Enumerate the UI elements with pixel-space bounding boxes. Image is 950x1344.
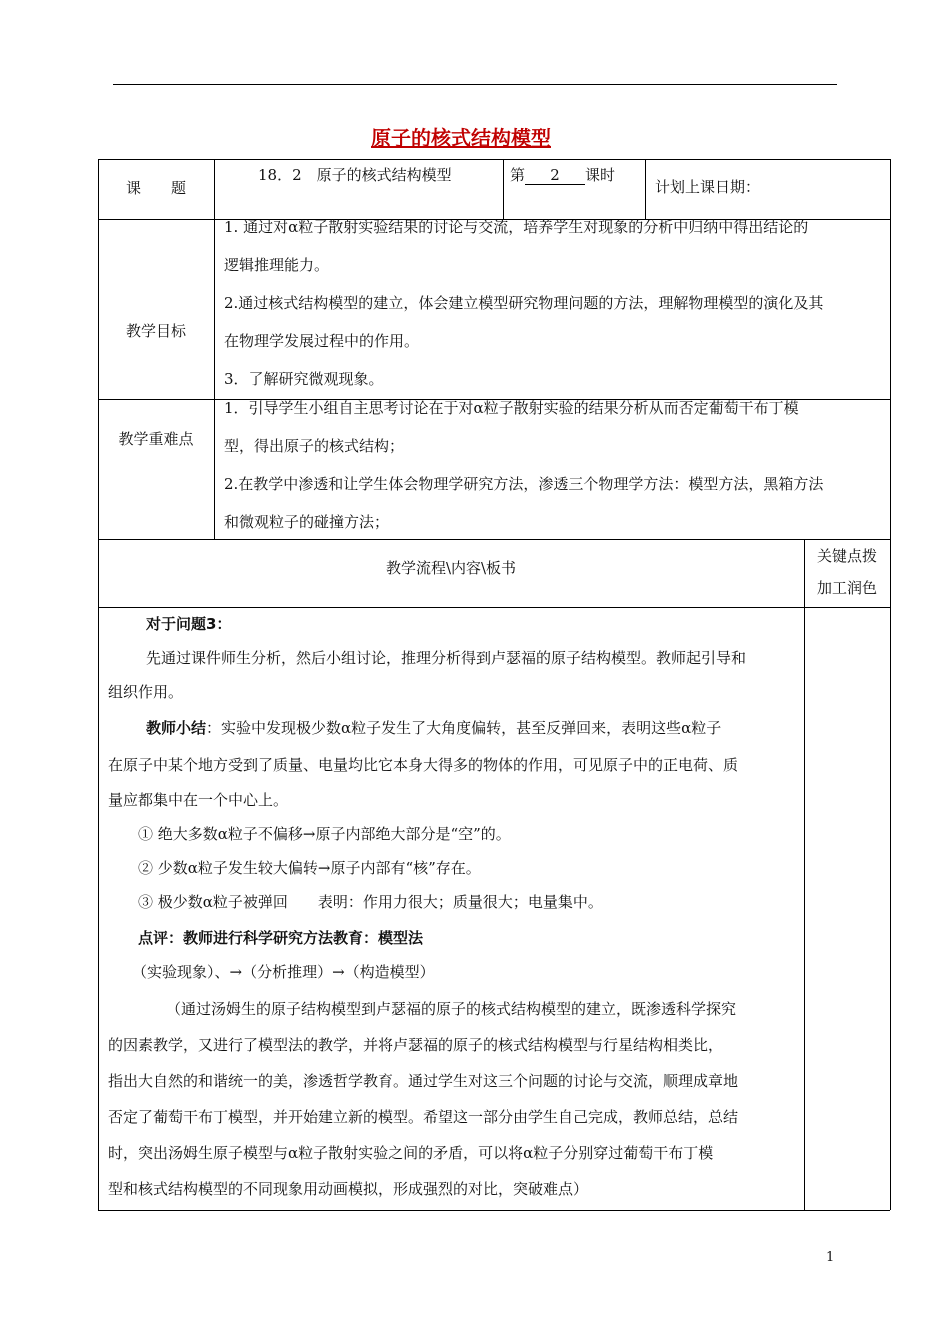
difficulty-line: 和微观粒子的碰撞方法； [224,513,390,531]
side-header-line2: 加工润色 [816,579,877,597]
objective-line: 在物理学发展过程中的作用。 [224,332,420,350]
paragraph-line: （通过汤姆生的原子结构模型到卢瑟福的原子的核式结构模型的建立，既渗透科学探究 [166,1000,737,1018]
paragraph-line: 先通过课件师生分析，然后小组讨论，推理分析得到卢瑟福的原子结构模型。教师起引导和 [146,649,747,667]
paragraph-line: 在原子中某个地方受到了质量、电量均比它本身大得多的物体的作用，可见原子中的正电荷、质 [108,756,739,774]
page-number: 1 [826,1250,835,1265]
document-title: 原子的核式结构模型 [371,126,551,150]
side-header-line1: 关键点拨 [816,547,877,565]
difficulty-line: 型，得出原子的核式结构； [224,437,405,455]
comment-heading: 点评：教师进行科学研究方法教育：模型法 [138,929,424,947]
paragraph-line: 的因素教学，又进行了模型法的教学，并将卢瑟福的原子的核式结构模型与行星结构相类比， [108,1036,724,1054]
paragraph-line: 否定了葡萄干布丁模型，并开始建立新的模型。希望这一部分由学生自己完成，教师总结，总结 [108,1108,739,1126]
date-label: 计划上课日期： [655,178,761,196]
objective-line: 1. 通过对α粒子散射实验结果的讨论与交流，培养学生对现象的分析中归纳中得出结论的 [224,218,809,236]
flow-chain: （实验现象）、→（分析推理）→（构造模型） [132,963,435,981]
paragraph-line: 指出大自然的和谐统一的美，渗透哲学教育。通过学生对这三个问题的讨论与交流，顺理成章地 [108,1072,739,1090]
topic-label: 课 题 [125,179,186,197]
difficulty-line: 2.在教学中渗透和让学生体会物理学研究方法，渗透三个物理学方法：模型方法，黑箱方法 [224,475,824,493]
flow-content [108,613,796,1207]
summary-label: 教师小结 [146,719,207,737]
objective-line: 2.通过核式结构模型的建立，体会建立模型研究物理问题的方法，理解物理模型的演化及其 [224,294,824,312]
objective-line: 3．了解研究微观现象。 [224,370,384,388]
difficulty-line: 1．引导学生小组自主思考讨论在于对α粒子散射实验的结果分析从而否定葡萄干布丁模 [224,399,799,417]
objective-line: 逻辑推理能力。 [224,256,330,274]
objectives-label: 教学目标 [125,322,186,340]
difficulties-label: 教学重难点 [118,430,194,448]
period-value: 2 [525,166,585,185]
topic-value: 18．2 原子的核式结构模型 [258,166,452,184]
list-item: ① 绝大多数α粒子不偏移→原子内部绝大部分是“空”的。 [138,825,511,843]
paragraph-line: 组织作用。 [108,683,184,701]
paragraph-line: 型和核式结构模型的不同现象用动画模拟，形成强烈的对比，突破难点） [108,1180,589,1198]
period-suffix: 课时 [585,166,616,184]
flow-header-label: 教学流程\内容\板书 [385,559,517,577]
list-item: ③ 极少数α粒子被弹回 表明：作用力很大；质量很大；电量集中。 [138,893,603,911]
list-item: ② 少数α粒子发生较大偏转→原子内部有“核”存在。 [138,859,481,877]
period-prefix: 第 [510,166,526,184]
paragraph-line: 量应都集中在一个中心上。 [108,791,289,809]
summary-line: 教师小结：实验中发现极少数α粒子发生了大角度偏转，甚至反弹回来，表明这些α粒子 [146,719,722,737]
paragraph-line: 时，突出汤姆生原子模型与α粒子散射实验之间的矛盾，可以将α粒子分别穿过葡萄干布丁模 [108,1144,714,1162]
difficulties-text [224,389,888,541]
header-rule [113,84,837,85]
objectives-text [224,208,888,398]
period-field [510,156,615,194]
q3-heading: 对于问题3： [146,615,232,633]
